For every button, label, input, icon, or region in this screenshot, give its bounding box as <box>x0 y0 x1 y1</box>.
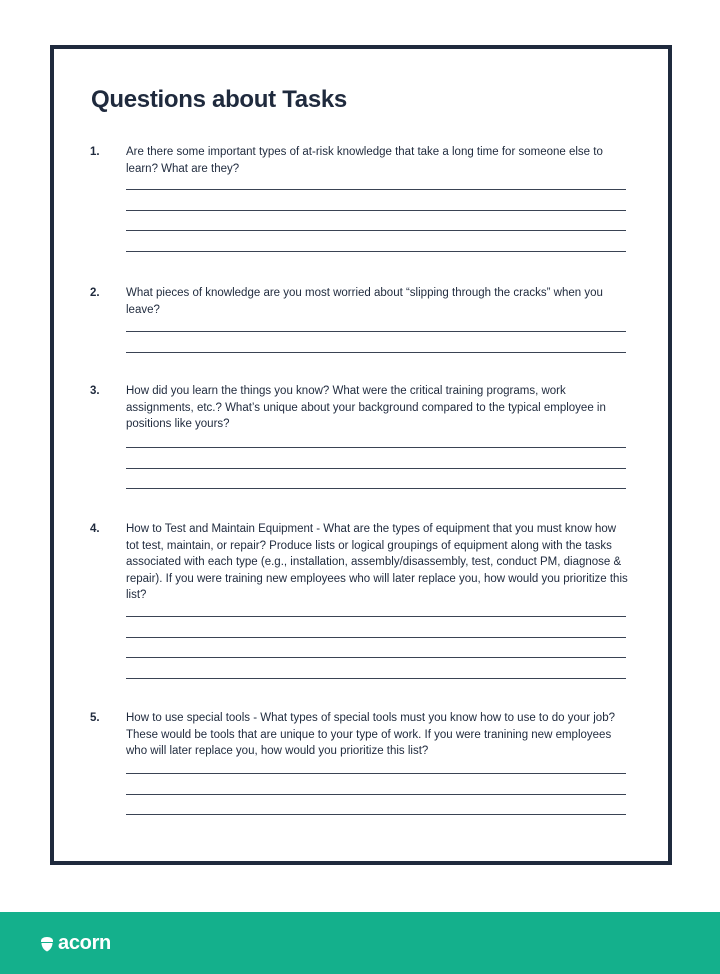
answer-lines-5[interactable] <box>126 773 626 835</box>
answer-lines-4[interactable] <box>126 616 626 698</box>
question-text: How to use special tools - What types of special tools must you know how to use to do your job? These would be tools that are unique to your type of work. If you were tranining new employees who will later replace you, how would you prioritize this list? <box>126 712 615 757</box>
answer-line[interactable] <box>126 230 626 231</box>
answer-line[interactable] <box>126 678 626 679</box>
question-number: 5. <box>90 712 100 724</box>
question-number: 4. <box>90 523 100 535</box>
question-number: 2. <box>90 287 100 299</box>
answer-line[interactable] <box>126 468 626 469</box>
answer-line[interactable] <box>126 210 626 211</box>
answer-line[interactable] <box>126 657 626 658</box>
answer-line[interactable] <box>126 488 626 489</box>
answer-line[interactable] <box>126 352 626 353</box>
question-number: 3. <box>90 385 100 397</box>
worksheet-frame <box>50 45 672 865</box>
answer-line[interactable] <box>126 616 626 617</box>
answer-line[interactable] <box>126 447 626 448</box>
acorn-logo-icon <box>40 936 54 952</box>
answer-line[interactable] <box>126 814 626 815</box>
answer-line[interactable] <box>126 251 626 252</box>
answer-line[interactable] <box>126 331 626 332</box>
question-number: 1. <box>90 146 100 158</box>
answer-line[interactable] <box>126 637 626 638</box>
footer-bar <box>0 912 720 974</box>
brand-logo[interactable] <box>40 932 111 955</box>
question-text: How to Test and Maintain Equipment - What are the types of equipment that you must know how tot test, maintain, or repair? Produce lists or logical groupings of equipment along with the tasks associated with each type (e.g., installation, assembly/disassembly, test, conduct PM, diagnose & repair). If you were training new employees who will later replace you, how would you prioritize this list? <box>126 523 628 601</box>
question-text: How did you learn the things you know? What were the critical training programs, work assignments, etc.? What’s unique about your background compared to the typical employee in positions like yours? <box>126 385 606 430</box>
answer-lines-1[interactable] <box>126 189 626 271</box>
answer-line[interactable] <box>126 773 626 774</box>
question-text: Are there some important types of at-risk knowledge that take a long time for someone else to learn? What are they? <box>126 146 603 175</box>
answer-line[interactable] <box>126 794 626 795</box>
question-text: What pieces of knowledge are you most worried about “slipping through the cracks” when you leave? <box>126 287 603 316</box>
answer-line[interactable] <box>126 189 626 190</box>
brand-name: acorn <box>58 932 111 954</box>
page-title: Questions about Tasks <box>91 86 347 113</box>
answer-lines-3[interactable] <box>126 447 626 509</box>
answer-lines-2[interactable] <box>126 331 626 372</box>
